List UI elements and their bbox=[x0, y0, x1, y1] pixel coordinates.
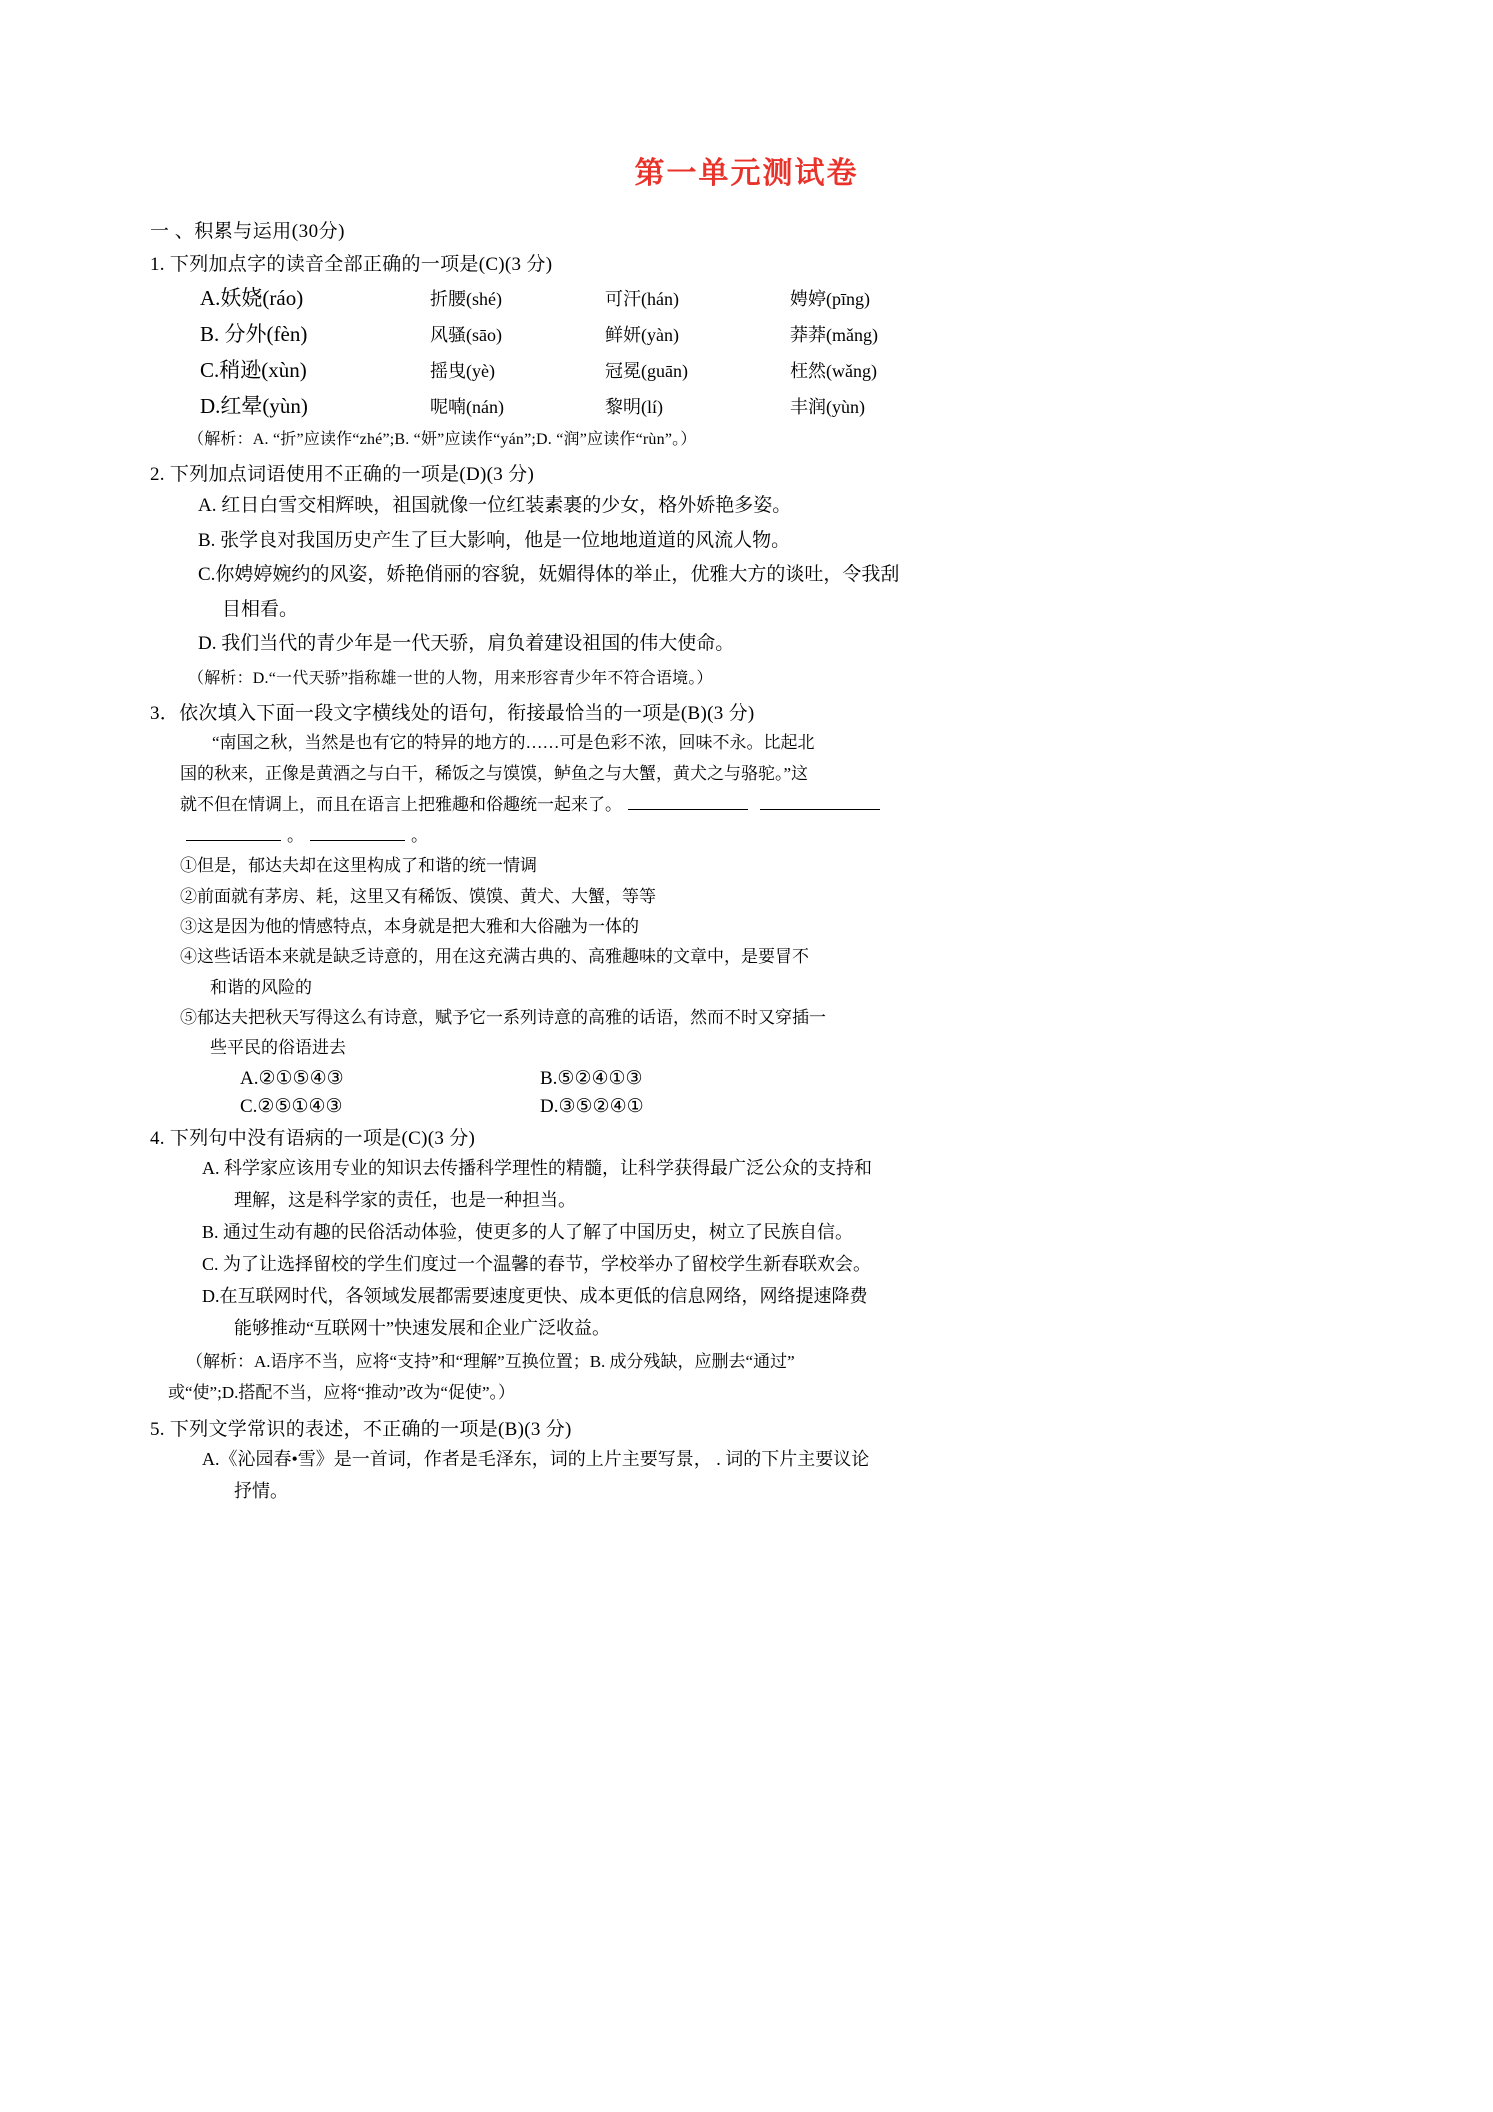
question-2-option-c-cont: 目相看。 bbox=[222, 598, 299, 620]
question-1-option-c bbox=[150, 354, 1343, 384]
q1-d-word4: 丰润(yùn) bbox=[790, 397, 865, 417]
q1-d-word3: 黎明(lí) bbox=[605, 397, 663, 417]
q1-b-word4: 莽莽(mǎng) bbox=[790, 325, 878, 345]
q1-a-word2: 折腰(shé) bbox=[430, 289, 502, 309]
question-4-option-d: D.在互联网时代，各领域发展都需要速度更快、成本更低的信息网络，网络提速降费 bbox=[202, 1285, 868, 1306]
answer-blank-4 bbox=[310, 826, 405, 841]
question-2-option-b: B. 张学良对我国历史产生了巨大影响，他是一位地地道道的风流人物。 bbox=[198, 529, 791, 551]
question-2-option-d: D. 我们当代的青少年是一代天骄，肩负着建设祖国的伟大使命。 bbox=[198, 633, 735, 654]
page-title: 第一单元测试卷 bbox=[634, 157, 859, 190]
question-3-passage-line1: “南国之秋，当然是也有它的特异的地方的……可是色彩不浓，回味不永。比起北 bbox=[212, 732, 815, 752]
question-1-option-a bbox=[150, 282, 1343, 312]
section-heading: 一 、积累与运用(30分) bbox=[150, 221, 345, 242]
question-4-option-c: C. 为了让选择留校的学生们度过一个温馨的春节，学校举办了留校学生新春联欢会。 bbox=[202, 1253, 872, 1274]
question-4-option-a: A. 科学家应该用专业的知识去传播科学理性的精髓，让科学获得最广泛公众的支持和 bbox=[202, 1157, 872, 1178]
q1-b-word3: 鲜妍(yàn) bbox=[605, 325, 679, 345]
question-3-item-5: ⑤郁达夫把秋天写得这么有诗意，赋予它一系列诗意的高雅的话语，然而不时又穿插一 bbox=[180, 1007, 826, 1027]
question-1-option-b bbox=[150, 318, 1343, 348]
question-3-choice-a: A.②①⑤④③ bbox=[240, 1067, 344, 1089]
q1-a-word1: A.妖娆(ráo) bbox=[200, 286, 304, 310]
question-1-explanation: （解析：A. “折”应读作“zhé”;B. “妍”应读作“yán”;D. “润”应读作“rùn”。） bbox=[188, 431, 697, 448]
question-3-choices-row1 bbox=[150, 1067, 1343, 1090]
question-5-option-a: A.《沁园春•雪》是一首词，作者是毛泽东，词的上片主要写景， . 词的下片主要议论 bbox=[202, 1449, 870, 1470]
q1-a-word4: 娉婷(pīng) bbox=[790, 289, 870, 309]
question-2-stem: 2. 下列加点词语使用不正确的一项是(D)(3 分) bbox=[150, 464, 535, 485]
question-4-option-b: B. 通过生动有趣的民俗活动体验，使更多的人了解了中国历史，树立了民族自信。 bbox=[202, 1221, 854, 1242]
question-5-stem: 5. 下列文学常识的表述，不正确的一项是(B)(3 分) bbox=[150, 1419, 572, 1441]
question-2-option-c: C.你娉婷婉约的风姿，娇艳俏丽的容貌，妩媚得体的举止，优雅大方的谈吐，令我刮 bbox=[198, 564, 900, 585]
answer-blank-3 bbox=[186, 826, 281, 841]
question-3-passage-line4: 。 。 bbox=[150, 822, 1343, 849]
q1-c-word3: 冠冕(guān) bbox=[605, 361, 688, 381]
q1-c-word1: C.稍逊(xùn) bbox=[200, 358, 307, 382]
question-3-item-4: ④这些话语本来就是缺乏诗意的，用在这充满古典的、高雅趣味的文章中，是要冒不 bbox=[180, 947, 809, 967]
question-3-item-3: ③这是因为他的情感特点，本身就是把大雅和大俗融为一体的 bbox=[180, 916, 639, 936]
q3-passage-text3: 就不但在情调上，而且在语言上把雅趣和俗趣统一起来了。 bbox=[180, 794, 622, 814]
question-3-item-4-cont: 和谐的风险的 bbox=[210, 977, 312, 997]
question-3-item-1: ①但是，郁达夫却在这里构成了和谐的统一情调 bbox=[180, 856, 537, 876]
question-4-explanation-line1: （解析：A.语序不当，应将“支持”和“理解”互换位置；B. 成分残缺，应删去“通过” bbox=[186, 1351, 795, 1371]
q1-d-word1: D.红晕(yùn) bbox=[200, 394, 308, 418]
q1-b-word2: 风骚(sāo) bbox=[430, 325, 502, 345]
question-3-choice-b: B.⑤②④①③ bbox=[540, 1067, 643, 1089]
answer-blank-1 bbox=[628, 795, 748, 810]
answer-blank-2 bbox=[760, 795, 880, 810]
question-3-passage-line3 bbox=[150, 791, 1343, 818]
question-2-option-a: A. 红日白雪交相辉映，祖国就像一位红装素裹的少女，格外娇艳多姿。 bbox=[198, 495, 792, 516]
question-4-option-d-cont: 能够推动“互联网十”快速发展和企业广泛收益。 bbox=[234, 1317, 610, 1338]
question-3-passage-line2: 国的秋来，正像是黄酒之与白干，稀饭之与馍馍，鲈鱼之与大蟹，黄犬之与骆驼。”这 bbox=[180, 763, 809, 783]
question-3-choice-c: C.②⑤①④③ bbox=[240, 1095, 343, 1117]
question-3-choices-row2 bbox=[150, 1095, 1343, 1118]
question-3-item-5-cont: 些平民的俗语进去 bbox=[210, 1038, 346, 1058]
q1-a-word3: 可汗(hán) bbox=[605, 289, 679, 309]
question-4-stem: 4. 下列句中没有语病的一项是(C)(3 分) bbox=[150, 1127, 476, 1149]
question-4-option-a-cont: 理解，这是科学家的责任，也是一种担当。 bbox=[234, 1189, 576, 1210]
question-3-stem: 3．依次填入下面一段文字横线处的语句，衔接最恰当的一项是(B)(3 分) bbox=[150, 702, 755, 724]
question-3-choice-d: D.③⑤②④① bbox=[540, 1095, 644, 1117]
question-5-option-a-cont: 抒情。 bbox=[234, 1481, 288, 1502]
q1-b-word1: B. 分外(fèn) bbox=[200, 322, 308, 346]
question-3-item-2: ②前面就有茅房、耗，这里又有稀饭、馍馍、黄犬、大蟹，等等 bbox=[180, 886, 656, 906]
q1-c-word4: 枉然(wǎng) bbox=[790, 361, 877, 381]
question-4-explanation-line2: 或“使”;D.搭配不当，应将“推动”改为“促使”。） bbox=[168, 1382, 516, 1402]
question-1-stem: 1. 下列加点字的读音全部正确的一项是(C)(3 分) bbox=[150, 254, 553, 275]
q1-c-word2: 摇曳(yè) bbox=[430, 361, 495, 381]
q1-d-word2: 呢喃(nán) bbox=[430, 397, 504, 417]
question-2-explanation: （解析：D.“一代天骄”指称雄一世的人物，用来形容青少年不符合语境。） bbox=[188, 669, 713, 687]
question-1-option-d bbox=[150, 390, 1343, 420]
